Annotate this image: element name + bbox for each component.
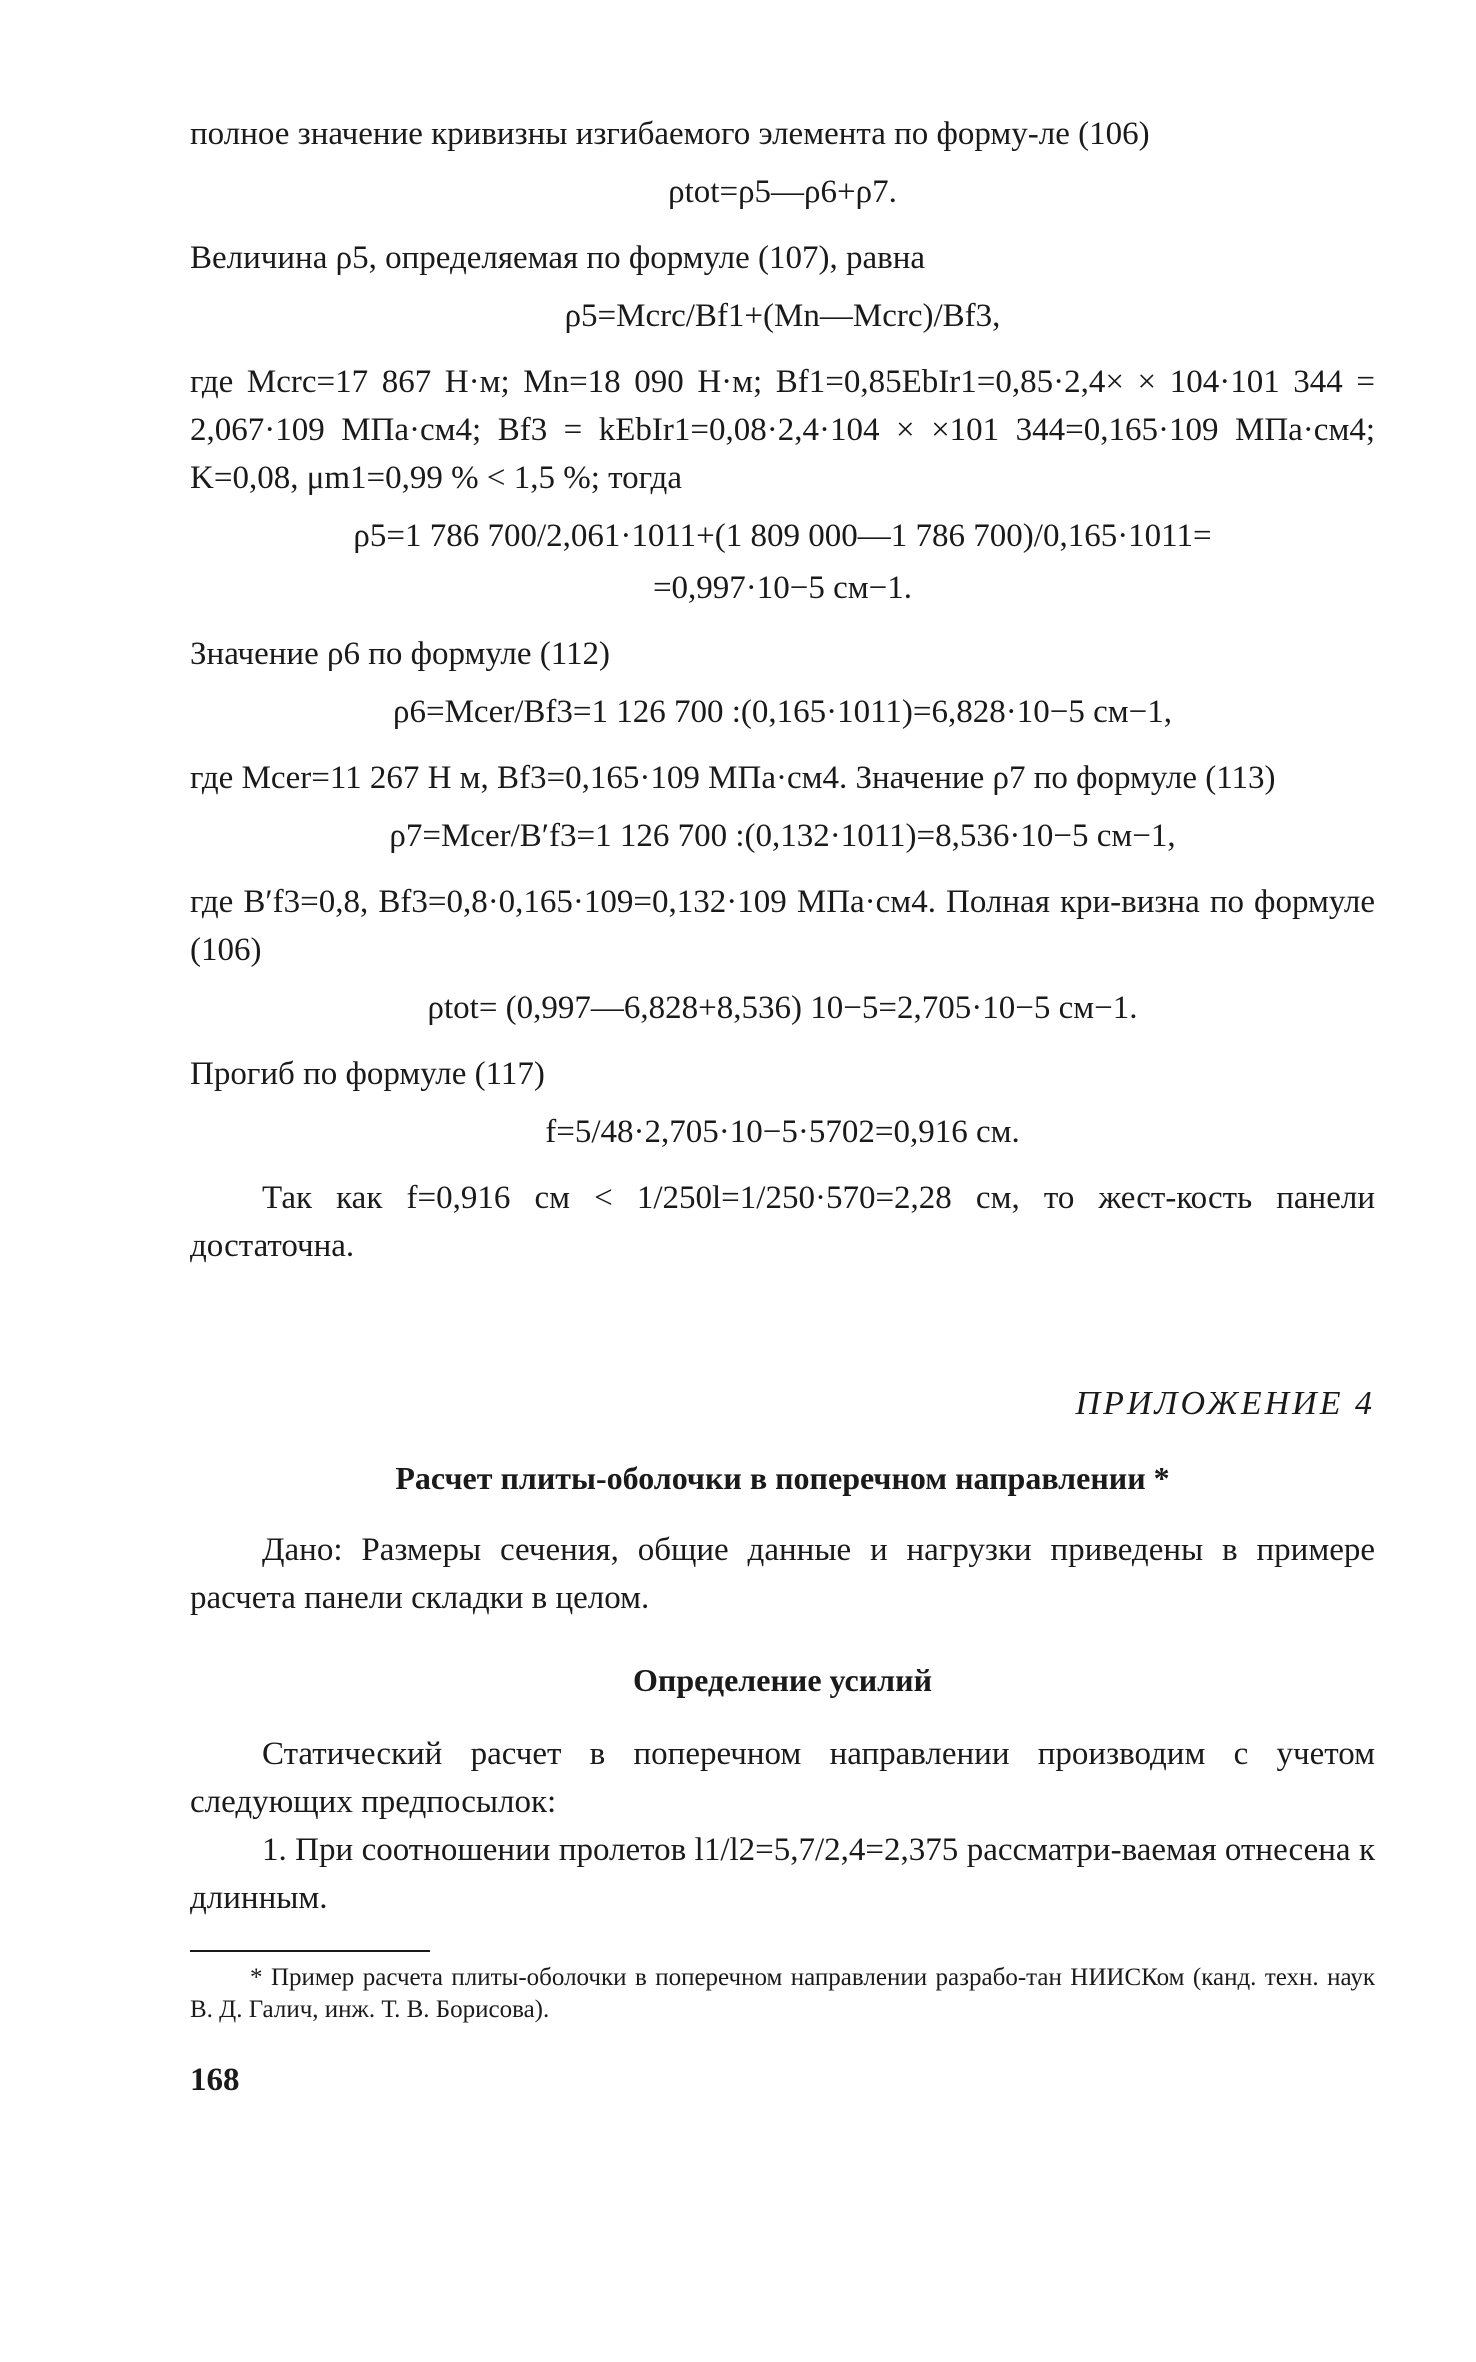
- formula-rho5-calc: ρ5=1 786 700/2,061·1011+(1 809 000—1 786 700)/0,165·1011=: [353, 518, 1212, 554]
- paragraph-rho5-intro: Величина ρ5, определяемая по формуле (107), равна: [190, 240, 926, 276]
- formula-rho5-result: =0,997·10−5 см−1.: [652, 570, 913, 606]
- paragraph-given: Дано: Размеры сечения, общие данные и нагрузки приведены в примере расчета панели складки в целом.: [190, 1532, 1375, 1616]
- formula-rho-tot: ρtot=ρ5—ρ6+ρ7.: [668, 174, 897, 210]
- paragraph-rho7-values: где B′f3=0,8, Bf3=0,8·0,165·109=0,132·109 МПа·см4. Полная кри-визна по формуле (106): [190, 884, 1375, 968]
- formula-deflection: f=5/48·2,705·10−5·5702=0,916 см.: [545, 1114, 1020, 1150]
- paragraph-stiffness-conclusion: Так как f=0,916 см < 1/250l=1/250·570=2,28 см, то жест-кость панели достаточна.: [190, 1180, 1375, 1264]
- formula-rho7: ρ7=Mcer/B′f3=1 126 700 :(0,132·1011)=8,536·10−5 см−1,: [389, 818, 1176, 854]
- paragraph-static-calc: Статический расчет в поперечном направлении производим с учетом следующих предпосылок:: [190, 1736, 1375, 1820]
- footnote: * Пример расчета плиты-оболочки в поперечном направлении разрабо-тан НИИСКом (канд. техн. наук В. Д. Галич, инж. Т. В. Борисова).: [190, 1964, 1375, 2023]
- appendix-heading: Расчет плиты-оболочки в поперечном направлении *: [395, 1460, 1170, 1496]
- paragraph-rho6-intro: Значение ρ6 по формуле (112): [190, 636, 611, 672]
- document-page: [190, 110, 1375, 2104]
- formula-rho6: ρ6=Mcer/Bf3=1 126 700 :(0,165·1011)=6,828·10−5 см−1,: [393, 694, 1172, 730]
- appendix-title: ПРИЛОЖЕНИЕ 4: [1075, 1385, 1375, 1422]
- paragraph-deflection-intro: Прогиб по формуле (117): [190, 1056, 545, 1092]
- section-heading-forces: Определение усилий: [632, 1662, 932, 1698]
- formula-rho5: ρ5=Mcrc/Bf1+(Mn—Mcrc)/Bf3,: [564, 298, 1001, 334]
- paragraph-rho5-values: где Mcrc=17 867 Н·м; Mn=18 090 Н·м; Bf1=0,85EbIr1=0,85·2,4× × 104·101 344 = 2,067·109 МПа·см4; Bf3 = kEbIr1=0,08·2,4·104 × ×101 344=0,165·109 МПа·см4; K=0,08, μm1=0,99 % < 1,5 %; тогда: [190, 364, 1375, 496]
- paragraph-rho6-values: где Mcer=11 267 Н м, Bf3=0,165·109 МПа·см4. Значение ρ7 по формуле (113): [190, 760, 1276, 796]
- formula-rho-tot-calc: ρtot= (0,997—6,828+8,536) 10−5=2,705·10−5 см−1.: [427, 990, 1138, 1026]
- paragraph-curvature-intro: полное значение кривизны изгибаемого элемента по форму-ле (106): [190, 116, 1150, 152]
- footnote-divider: [190, 1950, 430, 1952]
- paragraph-span-ratio: 1. При соотношении пролетов l1/l2=5,7/2,4=2,375 рассматри-ваемая отнесена к длинным.: [190, 1832, 1375, 1916]
- page-number: 168: [190, 2062, 240, 2098]
